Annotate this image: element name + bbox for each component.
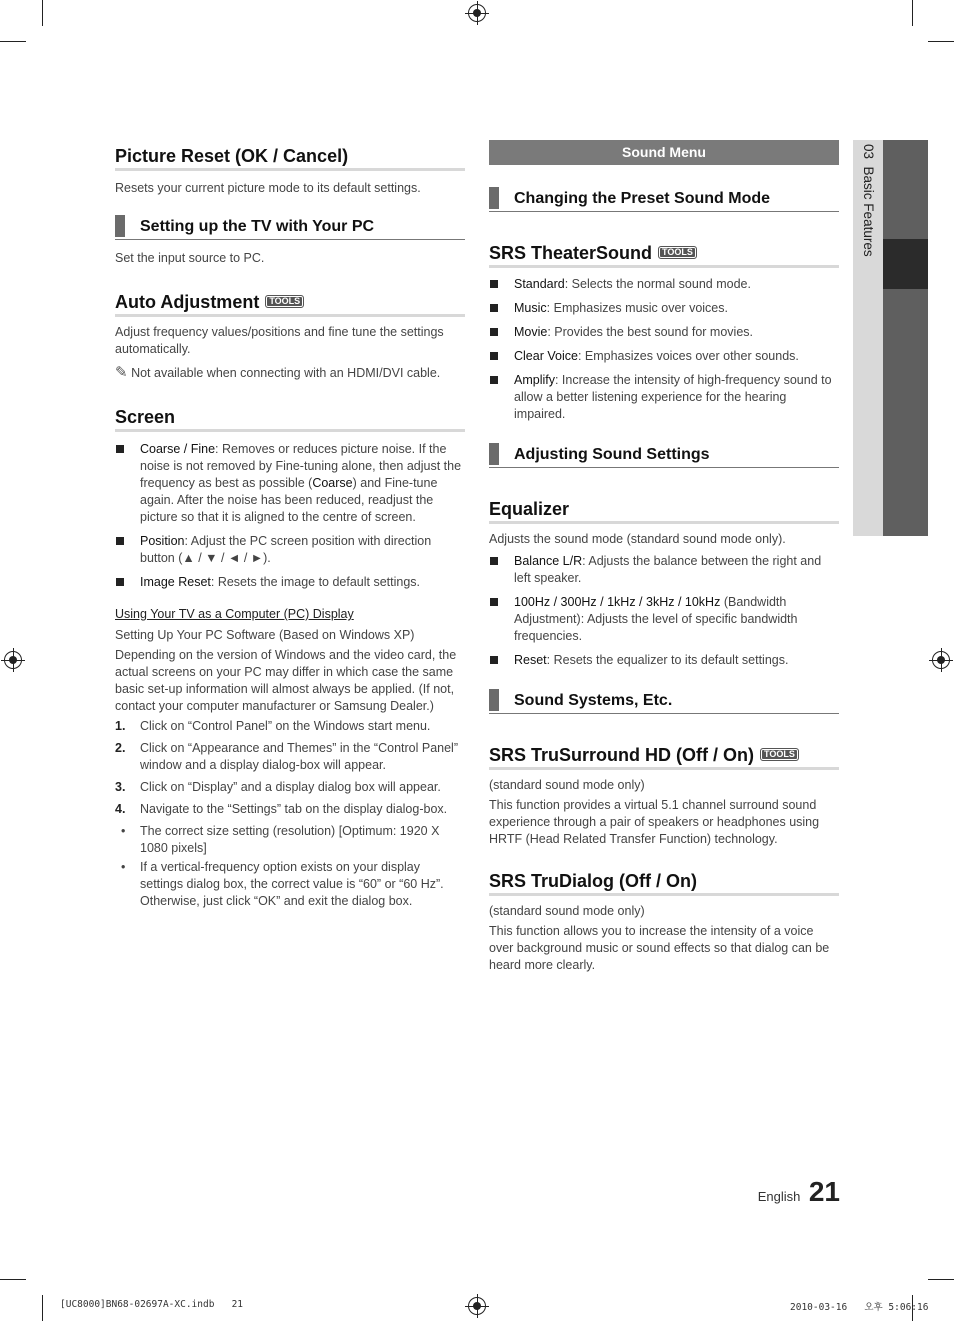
registration-mark-icon — [4, 651, 22, 669]
registration-mark-icon — [932, 651, 950, 669]
pc-display-subtitle: Setting Up Your PC Software (Based on Windows XP) — [115, 628, 415, 642]
trusurround-text: This function provides a virtual 5.1 channel surround sound experience through a pair of speakers or headphones using HRTF (Head Related Transfer Function) technology. — [489, 798, 820, 846]
srs-theater-list — [489, 276, 839, 423]
trudialog-note: (standard sound mode only) — [489, 904, 645, 918]
square-bullet-icon — [490, 352, 498, 360]
setup-pc-heading: Setting up the TV with Your PC — [115, 215, 465, 240]
equalizer-text: Adjusts the sound mode (standard sound mode only). — [489, 532, 786, 546]
list-item: Image Reset: Resets the image to default settings. — [115, 574, 465, 591]
srs-theater-title: SRS TheaterSound — [489, 243, 653, 263]
page-footer — [700, 1176, 840, 1208]
list-item: Balance L/R: Adjusts the balance between the right and left speaker. — [489, 553, 839, 587]
registration-mark-icon — [468, 1297, 486, 1315]
crop-mark — [42, 0, 43, 26]
pc-steps-list — [115, 718, 465, 910]
auto-adjustment-title: Auto Adjustment — [115, 292, 260, 312]
equalizer-heading: Equalizer — [489, 498, 839, 524]
crop-mark — [928, 1279, 954, 1280]
tools-badge-icon: TOOLS — [658, 246, 697, 259]
print-timestamp: 2010-03-16 오후 5:06:16 — [790, 1302, 929, 1313]
left-column — [115, 145, 465, 910]
print-file-info: [UC8000]BN68-02697A-XC.indb 21 — [60, 1299, 244, 1310]
list-item: 1. Click on “Control Panel” on the Windows start menu. — [115, 719, 431, 733]
pc-display-heading: Using Your TV as a Computer (PC) Display — [115, 607, 354, 621]
tools-badge-icon: TOOLS — [760, 748, 799, 761]
list-item: Music: Emphasizes music over voices. — [489, 300, 839, 317]
auto-adjustment-heading — [115, 291, 465, 317]
square-bullet-icon — [116, 445, 124, 453]
list-item: Reset: Resets the equalizer to its default settings. — [489, 652, 839, 669]
square-bullet-icon — [490, 328, 498, 336]
list-item: Coarse / Fine: Removes or reduces picture noise. If the noise is not removed by Fine-tuning alone, then adjust the frequency as best as possible (Coarse) and Fine-tune again. After the noise has been reduced, readjust the picture so that it is aligned to the centre of screen. — [115, 441, 465, 526]
page-number: 21 — [808, 1176, 840, 1207]
crop-mark — [928, 41, 954, 42]
trusurround-note: (standard sound mode only) — [489, 778, 645, 792]
square-bullet-icon — [116, 578, 124, 586]
srs-theater-heading — [489, 242, 839, 268]
square-bullet-icon — [490, 557, 498, 565]
auto-adjustment-note-text: Not available when connecting with an HDMI/DVI cable. — [131, 366, 441, 380]
auto-adjustment-note — [115, 364, 465, 382]
list-item: Clear Voice: Emphasizes voices over other sounds. — [489, 348, 839, 365]
crop-mark — [912, 0, 913, 26]
side-tab-label — [858, 144, 878, 257]
list-item: Position: Adjust the PC screen position with direction button (▲ / ▼ / ◄ / ►). — [115, 533, 465, 567]
crop-mark — [0, 41, 26, 42]
screen-heading: Screen — [115, 406, 465, 432]
tools-badge-icon: TOOLS — [265, 295, 304, 308]
list-item: Amplify: Increase the intensity of high-frequency sound to allow a better listening experience for the hearing impaired. — [489, 372, 839, 423]
auto-adjustment-text: Adjust frequency values/positions and fine tune the settings automatically. — [115, 325, 444, 356]
picture-reset-heading: Picture Reset (OK / Cancel) — [115, 145, 465, 171]
list-item: • If a vertical-frequency option exists on your display settings dialog box, the correct value is “60” or “60 Hz”. Otherwise, just click “OK” and exit the dialog box. — [121, 860, 444, 908]
footer-language: English — [757, 1189, 801, 1204]
side-tab — [853, 140, 928, 536]
pencil-note-icon: ✎ — [115, 364, 128, 381]
preset-heading: Changing the Preset Sound Mode — [489, 187, 839, 212]
crop-mark — [0, 1279, 26, 1280]
picture-reset-text: Resets your current picture mode to its default settings. — [115, 181, 421, 195]
sound-menu-bar: Sound Menu — [489, 140, 839, 165]
list-item: 100Hz / 300Hz / 1kHz / 3kHz / 10kHz (Bandwidth Adjustment): Adjusts the level of specific bandwidth frequencies. — [489, 594, 839, 645]
trusurround-heading — [489, 744, 839, 770]
equalizer-list — [489, 553, 839, 669]
square-bullet-icon — [490, 304, 498, 312]
list-item: Standard: Selects the normal sound mode. — [489, 276, 839, 293]
registration-mark-icon — [468, 4, 486, 22]
trudialog-text: This function allows you to increase the intensity of a voice over background music or sound effects so that dialog can be heard more clearly. — [489, 924, 830, 972]
side-tab-text: Basic Features — [861, 166, 876, 257]
list-item: 2. Click on “Appearance and Themes” in the “Control Panel” window and a display dialog-box will appear. — [115, 741, 458, 772]
crop-mark — [42, 1295, 43, 1321]
list-item: Movie: Provides the best sound for movies. — [489, 324, 839, 341]
trudialog-heading: SRS TruDialog (Off / On) — [489, 870, 839, 896]
setup-pc-text: Set the input source to PC. — [115, 251, 265, 265]
square-bullet-icon — [490, 280, 498, 288]
list-item: 3. Click on “Display” and a display dialog box will appear. — [115, 780, 441, 794]
list-item: 4. Navigate to the “Settings” tab on the display dialog-box. — [115, 802, 448, 816]
right-column — [489, 140, 839, 974]
screen-list — [115, 441, 465, 591]
side-tab-active-block — [883, 239, 928, 289]
side-tab-dark — [883, 140, 928, 536]
adjusting-heading: Adjusting Sound Settings — [489, 443, 839, 468]
square-bullet-icon — [116, 537, 124, 545]
square-bullet-icon — [490, 598, 498, 606]
list-item: • The correct size setting (resolution) [Optimum: 1920 X 1080 pixels] — [121, 824, 440, 855]
square-bullet-icon — [490, 376, 498, 384]
sound-systems-heading: Sound Systems, Etc. — [489, 689, 839, 714]
square-bullet-icon — [490, 656, 498, 664]
side-tab-number: 03 — [861, 144, 876, 160]
pc-display-intro: Depending on the version of Windows and the video card, the actual screens on your PC may differ in which case the same basic set-up information will almost always be applied. (If not, contact your computer manufacturer or Samsung Dealer.) — [115, 648, 457, 713]
trusurround-title: SRS TruSurround HD (Off / On) — [489, 745, 754, 765]
